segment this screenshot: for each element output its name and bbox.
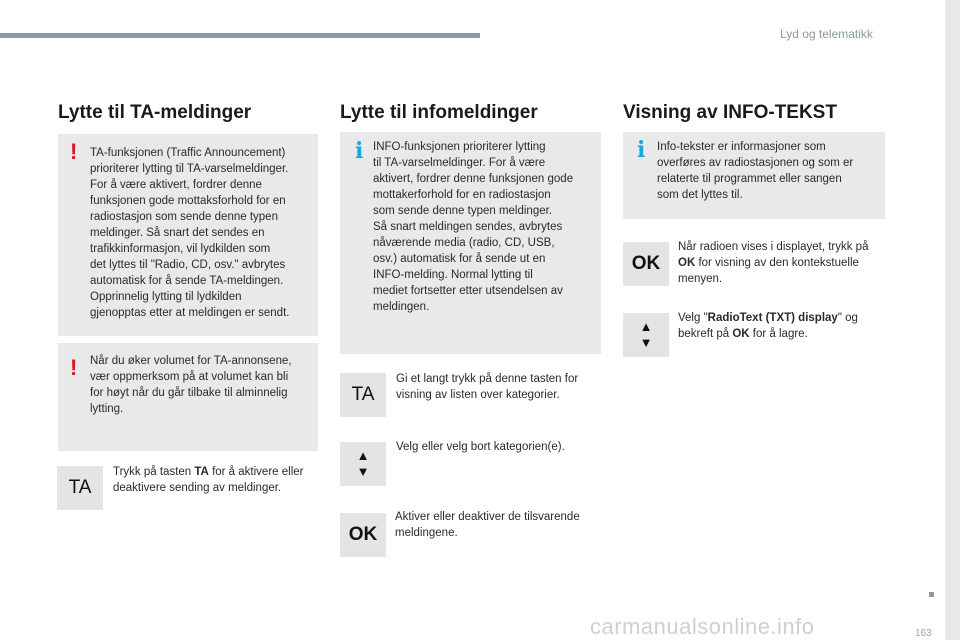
up-down-arrows-icon: ▲ ▼ [623, 313, 669, 357]
warning-icon: ! [70, 355, 78, 380]
up-down-arrows-icon: ▲ ▼ [340, 442, 386, 486]
warning-text-1: TA-funksjonen (Traffic Announcement) prioriterer lytting til TA-varselmeldinger. For å være aktivert, fordrer denne funksjonen gode mottaksforhold for en radiostasjon som sende denne typen meldinger. Så snart det sendes en trafikkinformasjon, vil lydkilden som det lyttes til "Radio, CD, osv." avbrytes automatisk for å sende TA-meldingen. Opprinnelig lytting til lydkilden gjenopptas etter at meldingen er sendt. [90, 147, 290, 319]
warning-icon: ! [70, 139, 78, 164]
col3-title: Visning av INFO-TEKST [623, 102, 837, 123]
step-long-press: Gi et langt trykk på denne tasten for visning av listen over kategorier. [396, 373, 579, 401]
ta-key-icon: TA [57, 466, 103, 510]
warning-text-2: Når du øker volumet for TA-annonsene, vær oppmerksom på at volumet kan bli for høyt når du går tilbake til alminnelig lytting. [90, 355, 292, 415]
step-show-menu: Når radioen vises i displayet, trykk på OK for visning av den kontekstuelle menyen. [678, 241, 869, 285]
step-select-radiotext: Velg "RadioText (TXT) display" og bekreft på OK for å lagre. [678, 312, 858, 340]
ok-key-icon: OK [623, 242, 669, 286]
info-text: INFO-funksjonen prioriterer lytting til TA-varselmeldinger. For å være aktivert, fordrer denne funksjonen gode mottakerforhold for en radiostasjon som sende denne typen meldinger. Så snart meldingen sendes, avbrytes nåværende media (radio, CD, USB, osv.) automatisk for å sende ut en INFO-melding. Normal lytting til mediet fortsetter etter utsendelsen av meldingen. [373, 141, 574, 313]
header-rule [0, 33, 480, 38]
page-marker [929, 592, 934, 597]
step-activate: Aktiver eller deaktiver de tilsvarende meldingene. [395, 511, 580, 539]
page-number: 163 [915, 628, 932, 639]
ok-key-icon: OK [340, 513, 386, 557]
col2-title: Lytte til infomeldinger [340, 102, 538, 123]
watermark: carmanualsonline.info [590, 614, 815, 639]
page-edge-bar [945, 0, 960, 640]
info-icon: i [637, 137, 646, 163]
ta-key-icon: TA [340, 373, 386, 417]
step-select-category: Velg eller velg bort kategorien(e). [396, 441, 565, 453]
col1-title: Lytte til TA-meldinger [58, 102, 252, 123]
section-label: Lyd og telematikk [780, 27, 873, 41]
info-icon: i [355, 138, 364, 164]
ta-instruction: Trykk på tasten TA for å aktivere eller deaktivere sending av meldinger. [113, 466, 304, 494]
info-text: Info-tekster er informasjoner som overføres av radiostasjonen og som er relaterte til programmet eller sangen som det lyttes til. [657, 141, 854, 201]
